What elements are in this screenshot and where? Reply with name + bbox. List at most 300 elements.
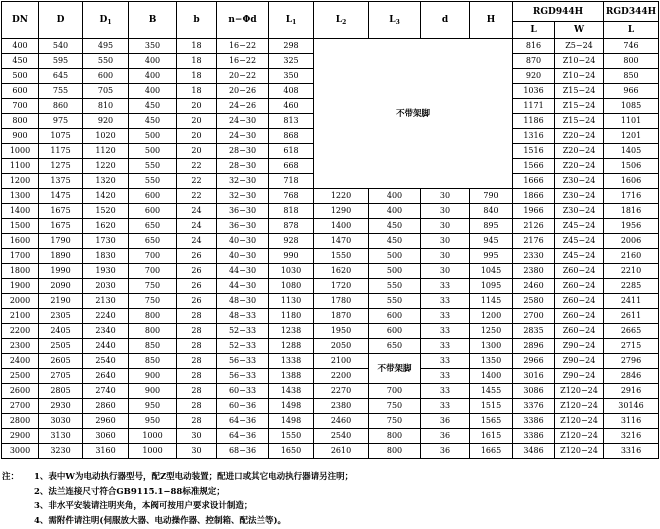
cell-d-lower: 33 <box>421 279 470 294</box>
col-header-l3-base: L <box>389 14 396 25</box>
cell-b-upper: 600 <box>129 189 177 204</box>
col-header-l2 <box>314 2 369 39</box>
cell-rgd944h-l: 2835 <box>513 324 555 339</box>
cell-b-lower: 28 <box>177 369 217 384</box>
cell-h: 1515 <box>470 399 513 414</box>
table-row <box>2 369 659 384</box>
table-row <box>2 309 659 324</box>
cell-l2: 2380 <box>314 399 369 414</box>
table-row <box>2 384 659 399</box>
cell-b-upper: 400 <box>129 69 177 84</box>
cell-n-phi-d: 44−30 <box>217 279 269 294</box>
cell-d-lower: 30 <box>421 264 470 279</box>
cell-d: 2190 <box>39 294 83 309</box>
cell-d: 2605 <box>39 354 83 369</box>
cell-rgd344h-l: 2611 <box>604 309 659 324</box>
cell-b-lower: 18 <box>177 84 217 99</box>
cell-dn: 1300 <box>2 189 39 204</box>
cell-b-lower: 22 <box>177 189 217 204</box>
table-row <box>2 264 659 279</box>
cell-l3: 700 <box>369 384 421 399</box>
note-number: 3、 <box>34 501 49 511</box>
cell-rgd944h-w: Z20−24 <box>555 144 604 159</box>
cell-b-upper: 650 <box>129 219 177 234</box>
cell-l3: 500 <box>369 264 421 279</box>
cell-rgd944h-l: 3486 <box>513 444 555 459</box>
cell-rgd944h-l: 2380 <box>513 264 555 279</box>
cell-n-phi-d: 48−30 <box>217 294 269 309</box>
cell-l3: 550 <box>369 279 421 294</box>
cell-rgd944h-l: 3016 <box>513 369 555 384</box>
cell-l1: 1498 <box>269 414 314 429</box>
cell-h: 790 <box>470 189 513 204</box>
cell-n-phi-d: 20−26 <box>217 84 269 99</box>
cell-l2: 1720 <box>314 279 369 294</box>
cell-rgd944h-l: 3386 <box>513 414 555 429</box>
cell-h: 1400 <box>470 369 513 384</box>
cell-d-lower: 30 <box>421 234 470 249</box>
table-row <box>2 249 659 264</box>
cell-n-phi-d: 16−22 <box>217 39 269 54</box>
cell-n-phi-d: 64−36 <box>217 429 269 444</box>
cell-rgd944h-l: 1036 <box>513 84 555 99</box>
cell-b-upper: 950 <box>129 399 177 414</box>
cell-dn: 1700 <box>2 249 39 264</box>
cell-h: 1145 <box>470 294 513 309</box>
cell-dn: 800 <box>2 114 39 129</box>
cell-b-upper: 650 <box>129 234 177 249</box>
cell-d1: 2440 <box>83 339 129 354</box>
cell-n-phi-d: 28−30 <box>217 159 269 174</box>
table-body <box>2 39 659 459</box>
cell-l1: 298 <box>269 39 314 54</box>
cell-rgd944h-w: Z45−24 <box>555 234 604 249</box>
cell-rgd944h-l: 1666 <box>513 174 555 189</box>
col-header-l1-base: L <box>285 14 293 25</box>
cell-b-upper: 1000 <box>129 444 177 459</box>
cell-b-upper: 550 <box>129 159 177 174</box>
cell-rgd944h-l: 3376 <box>513 399 555 414</box>
cell-dn: 900 <box>2 129 39 144</box>
note-text: 非水平安装请注明夹角，本阀可按用户要求设计制造； <box>48 501 253 511</box>
cell-rgd944h-w: Z120−24 <box>555 444 604 459</box>
cell-d1: 550 <box>83 54 129 69</box>
cell-d1: 1930 <box>83 264 129 279</box>
cell-rgd944h-w: Z120−24 <box>555 399 604 414</box>
cell-l3: 600 <box>369 309 421 324</box>
cell-d: 2705 <box>39 369 83 384</box>
note-item <box>2 514 652 529</box>
cell-rgd944h-l: 3386 <box>513 429 555 444</box>
cell-b-lower: 28 <box>177 324 217 339</box>
cell-l3: 450 <box>369 219 421 234</box>
cell-n-phi-d: 36−30 <box>217 219 269 234</box>
cell-rgd944h-w: Z30−24 <box>555 174 604 189</box>
cell-rgd944h-l: 1866 <box>513 189 555 204</box>
cell-d-lower: 30 <box>421 204 470 219</box>
cell-b-lower: 28 <box>177 399 217 414</box>
cell-b-lower: 28 <box>177 309 217 324</box>
cell-dn: 1600 <box>2 234 39 249</box>
cell-rgd944h-l: 1516 <box>513 144 555 159</box>
cell-b-lower: 18 <box>177 39 217 54</box>
cell-d: 755 <box>39 84 83 99</box>
cell-h: 1350 <box>470 354 513 369</box>
cell-l1: 1498 <box>269 399 314 414</box>
cell-d: 860 <box>39 99 83 114</box>
cell-rgd944h-l: 2126 <box>513 219 555 234</box>
cell-l1: 1650 <box>269 444 314 459</box>
cell-d-lower: 33 <box>421 324 470 339</box>
cell-rgd944h-w: Z5−24 <box>555 39 604 54</box>
cell-b-upper: 550 <box>129 174 177 189</box>
cell-l1: 768 <box>269 189 314 204</box>
cell-d1: 810 <box>83 99 129 114</box>
cell-n-phi-d: 68−36 <box>217 444 269 459</box>
cell-rgd944h-w: Z60−24 <box>555 294 604 309</box>
cell-l1: 1438 <box>269 384 314 399</box>
table-row <box>2 399 659 414</box>
col-header-d-lower: d <box>421 2 470 39</box>
cell-dn: 700 <box>2 99 39 114</box>
cell-b-lower: 18 <box>177 69 217 84</box>
cell-dn: 450 <box>2 54 39 69</box>
cell-rgd944h-l: 1171 <box>513 99 555 114</box>
cell-h: 1615 <box>470 429 513 444</box>
cell-b-upper: 850 <box>129 339 177 354</box>
cell-rgd344h-l: 1716 <box>604 189 659 204</box>
cell-rgd944h-w: Z45−24 <box>555 219 604 234</box>
table-row <box>2 39 659 54</box>
cell-b-lower: 28 <box>177 354 217 369</box>
cell-rgd944h-w: Z20−24 <box>555 129 604 144</box>
cell-rgd344h-l: 30146 <box>604 399 659 414</box>
cell-dn: 2900 <box>2 429 39 444</box>
note-number: 4、 <box>34 515 49 526</box>
cell-d: 3230 <box>39 444 83 459</box>
cell-dn: 2700 <box>2 399 39 414</box>
cell-b-upper: 700 <box>129 264 177 279</box>
cell-l2: 1780 <box>314 294 369 309</box>
cell-rgd944h-l: 2966 <box>513 354 555 369</box>
cell-rgd344h-l: 2006 <box>604 234 659 249</box>
note-item <box>2 470 652 485</box>
table-row <box>2 324 659 339</box>
cell-d-lower: 33 <box>421 384 470 399</box>
cell-l1: 1388 <box>269 369 314 384</box>
cell-rgd344h-l: 1405 <box>604 144 659 159</box>
cell-d: 2305 <box>39 309 83 324</box>
cell-rgd344h-l: 3116 <box>604 414 659 429</box>
cell-n-phi-d: 44−30 <box>217 264 269 279</box>
col-group-rgd944h: RGD944H <box>513 2 604 22</box>
note-item <box>2 499 652 514</box>
cell-rgd944h-w: Z90−24 <box>555 339 604 354</box>
table-header <box>2 2 659 39</box>
cell-d1: 2340 <box>83 324 129 339</box>
cell-dn: 1000 <box>2 144 39 159</box>
cell-rgd944h-w: Z120−24 <box>555 414 604 429</box>
cell-b-upper: 500 <box>129 144 177 159</box>
cell-rgd344h-l: 2665 <box>604 324 659 339</box>
cell-n-phi-d: 24−30 <box>217 114 269 129</box>
merged-note-no-frame-a: 不带架脚 <box>314 39 513 189</box>
col-header-rgd344h-l: L <box>604 22 659 39</box>
cell-b-lower: 26 <box>177 294 217 309</box>
note-item <box>2 485 652 500</box>
cell-d: 645 <box>39 69 83 84</box>
cell-d: 1675 <box>39 219 83 234</box>
cell-dn: 2400 <box>2 354 39 369</box>
col-header-d1 <box>83 2 129 39</box>
col-group-rgd344h: RGD344H <box>604 2 659 22</box>
cell-dn: 3000 <box>2 444 39 459</box>
col-header-d1-base: D <box>99 14 108 25</box>
cell-d1: 3060 <box>83 429 129 444</box>
cell-l2: 2050 <box>314 339 369 354</box>
cell-d-lower: 33 <box>421 339 470 354</box>
cell-rgd344h-l: 2715 <box>604 339 659 354</box>
cell-d-lower: 33 <box>421 354 470 369</box>
cell-rgd944h-w: Z60−24 <box>555 264 604 279</box>
cell-l1: 868 <box>269 129 314 144</box>
cell-rgd344h-l: 1606 <box>604 174 659 189</box>
cell-l1: 878 <box>269 219 314 234</box>
cell-d: 1075 <box>39 129 83 144</box>
cell-d: 1475 <box>39 189 83 204</box>
table-row <box>2 414 659 429</box>
cell-rgd944h-l: 1966 <box>513 204 555 219</box>
cell-l2: 1470 <box>314 234 369 249</box>
cell-h: 1455 <box>470 384 513 399</box>
cell-b-lower: 26 <box>177 264 217 279</box>
cell-l3: 650 <box>369 339 421 354</box>
cell-rgd344h-l: 1956 <box>604 219 659 234</box>
cell-n-phi-d: 56−33 <box>217 369 269 384</box>
cell-l1: 618 <box>269 144 314 159</box>
cell-n-phi-d: 32−30 <box>217 174 269 189</box>
cell-rgd944h-l: 920 <box>513 69 555 84</box>
cell-dn: 2300 <box>2 339 39 354</box>
cell-rgd944h-l: 1566 <box>513 159 555 174</box>
cell-b-upper: 800 <box>129 309 177 324</box>
cell-n-phi-d: 60−33 <box>217 384 269 399</box>
cell-rgd944h-l: 870 <box>513 54 555 69</box>
cell-d: 2805 <box>39 384 83 399</box>
cell-d-lower: 30 <box>421 219 470 234</box>
note-text: 法兰连接尺寸符合GB9115.1−88标准规定； <box>48 486 225 497</box>
cell-b-lower: 20 <box>177 129 217 144</box>
cell-rgd944h-l: 3086 <box>513 384 555 399</box>
cell-h: 945 <box>470 234 513 249</box>
cell-b-upper: 600 <box>129 204 177 219</box>
col-header-l2-base: L <box>335 14 343 25</box>
cell-d1: 2240 <box>83 309 129 324</box>
cell-dn: 1200 <box>2 174 39 189</box>
cell-d1: 1520 <box>83 204 129 219</box>
cell-dn: 1400 <box>2 204 39 219</box>
cell-d: 1990 <box>39 264 83 279</box>
cell-rgd944h-l: 2700 <box>513 309 555 324</box>
cell-b-upper: 400 <box>129 54 177 69</box>
cell-d: 1890 <box>39 249 83 264</box>
note-number: 2、 <box>34 486 49 497</box>
cell-h: 840 <box>470 204 513 219</box>
cell-b-lower: 24 <box>177 219 217 234</box>
cell-dn: 500 <box>2 69 39 84</box>
cell-d1: 1220 <box>83 159 129 174</box>
cell-l1: 818 <box>269 204 314 219</box>
notes-block <box>2 470 652 528</box>
cell-n-phi-d: 52−33 <box>217 324 269 339</box>
cell-n-phi-d: 48−33 <box>217 309 269 324</box>
cell-l1: 990 <box>269 249 314 264</box>
cell-n-phi-d: 24−30 <box>217 129 269 144</box>
cell-d1: 1120 <box>83 144 129 159</box>
cell-d: 3130 <box>39 429 83 444</box>
cell-l2: 1870 <box>314 309 369 324</box>
cell-n-phi-d: 52−33 <box>217 339 269 354</box>
cell-b-upper: 800 <box>129 324 177 339</box>
cell-rgd344h-l: 746 <box>604 39 659 54</box>
cell-b-upper: 850 <box>129 354 177 369</box>
cell-d1: 2030 <box>83 279 129 294</box>
cell-rgd344h-l: 2411 <box>604 294 659 309</box>
cell-d-lower: 33 <box>421 399 470 414</box>
cell-l1: 460 <box>269 99 314 114</box>
cell-l1: 1180 <box>269 309 314 324</box>
cell-n-phi-d: 40−30 <box>217 234 269 249</box>
cell-l3: 600 <box>369 324 421 339</box>
col-header-rgd944h-l: L <box>513 22 555 39</box>
table-row <box>2 354 659 369</box>
note-text: 表中W为电动执行器型号，配Z型电动装置；配进口或其它电动执行器请另注明； <box>48 472 354 482</box>
cell-n-phi-d: 64−36 <box>217 414 269 429</box>
cell-rgd944h-w: Z30−24 <box>555 189 604 204</box>
cell-l1: 813 <box>269 114 314 129</box>
cell-d1: 2740 <box>83 384 129 399</box>
cell-b-lower: 26 <box>177 279 217 294</box>
cell-rgd944h-l: 816 <box>513 39 555 54</box>
cell-h: 1095 <box>470 279 513 294</box>
cell-rgd344h-l: 800 <box>604 54 659 69</box>
cell-rgd344h-l: 850 <box>604 69 659 84</box>
cell-n-phi-d: 40−30 <box>217 249 269 264</box>
table-row <box>2 279 659 294</box>
cell-d-lower: 36 <box>421 444 470 459</box>
note-text: 需附件请注明(伺服放大器、电动操作器、控制箱、配法兰等)。 <box>48 515 286 526</box>
col-header-dn: DN <box>2 2 39 39</box>
cell-dn: 2000 <box>2 294 39 309</box>
col-header-h: H <box>470 2 513 39</box>
cell-b-upper: 450 <box>129 114 177 129</box>
cell-l3: 450 <box>369 234 421 249</box>
cell-d: 1375 <box>39 174 83 189</box>
cell-rgd344h-l: 1101 <box>604 114 659 129</box>
cell-l2: 1290 <box>314 204 369 219</box>
cell-b-upper: 450 <box>129 99 177 114</box>
cell-d-lower: 33 <box>421 309 470 324</box>
cell-b-lower: 20 <box>177 99 217 114</box>
cell-rgd944h-w: Z60−24 <box>555 309 604 324</box>
col-header-b-lower: b <box>177 2 217 39</box>
cell-l1: 1080 <box>269 279 314 294</box>
cell-l2: 1550 <box>314 249 369 264</box>
col-header-l3 <box>369 2 421 39</box>
cell-dn: 2600 <box>2 384 39 399</box>
cell-rgd944h-w: Z90−24 <box>555 354 604 369</box>
cell-b-upper: 500 <box>129 129 177 144</box>
cell-h: 895 <box>470 219 513 234</box>
col-header-n-phi-d: n−Φd <box>217 2 269 39</box>
cell-n-phi-d: 36−30 <box>217 204 269 219</box>
cell-l1: 928 <box>269 234 314 249</box>
cell-rgd944h-w: Z120−24 <box>555 384 604 399</box>
cell-rgd944h-w: Z15−24 <box>555 114 604 129</box>
cell-b-lower: 24 <box>177 234 217 249</box>
cell-d: 1275 <box>39 159 83 174</box>
cell-n-phi-d: 16−22 <box>217 54 269 69</box>
cell-rgd344h-l: 2210 <box>604 264 659 279</box>
cell-d: 3030 <box>39 414 83 429</box>
cell-b-lower: 30 <box>177 444 217 459</box>
cell-l2: 1620 <box>314 264 369 279</box>
cell-l1: 1550 <box>269 429 314 444</box>
cell-dn: 1100 <box>2 159 39 174</box>
cell-l3: 400 <box>369 189 421 204</box>
cell-b-lower: 22 <box>177 174 217 189</box>
col-header-l3-sub: 3 <box>395 18 400 26</box>
cell-n-phi-d: 56−33 <box>217 354 269 369</box>
cell-l2: 1220 <box>314 189 369 204</box>
cell-b-upper: 900 <box>129 384 177 399</box>
cell-d: 2505 <box>39 339 83 354</box>
cell-rgd944h-w: Z20−24 <box>555 159 604 174</box>
cell-d-lower: 36 <box>421 429 470 444</box>
cell-b-lower: 18 <box>177 54 217 69</box>
cell-dn: 2800 <box>2 414 39 429</box>
cell-l3: 800 <box>369 429 421 444</box>
cell-h: 995 <box>470 249 513 264</box>
cell-d-lower: 33 <box>421 294 470 309</box>
cell-dn: 400 <box>2 39 39 54</box>
cell-b-lower: 26 <box>177 249 217 264</box>
cell-h: 1300 <box>470 339 513 354</box>
cell-l2: 2460 <box>314 414 369 429</box>
notes-lead: 注： <box>2 472 20 482</box>
cell-rgd344h-l: 1201 <box>604 129 659 144</box>
cell-l1: 1030 <box>269 264 314 279</box>
cell-d1: 1020 <box>83 129 129 144</box>
cell-rgd944h-l: 2896 <box>513 339 555 354</box>
cell-l1: 350 <box>269 69 314 84</box>
cell-b-upper: 1000 <box>129 429 177 444</box>
cell-d: 2090 <box>39 279 83 294</box>
cell-l2: 2270 <box>314 384 369 399</box>
table-row <box>2 444 659 459</box>
cell-rgd344h-l: 3216 <box>604 429 659 444</box>
col-header-l1 <box>269 2 314 39</box>
cell-l3: 400 <box>369 204 421 219</box>
table-row <box>2 204 659 219</box>
cell-n-phi-d: 28−30 <box>217 144 269 159</box>
cell-b-upper: 900 <box>129 369 177 384</box>
cell-d1: 920 <box>83 114 129 129</box>
cell-l1: 668 <box>269 159 314 174</box>
cell-rgd344h-l: 966 <box>604 84 659 99</box>
cell-b-lower: 28 <box>177 339 217 354</box>
cell-d: 595 <box>39 54 83 69</box>
